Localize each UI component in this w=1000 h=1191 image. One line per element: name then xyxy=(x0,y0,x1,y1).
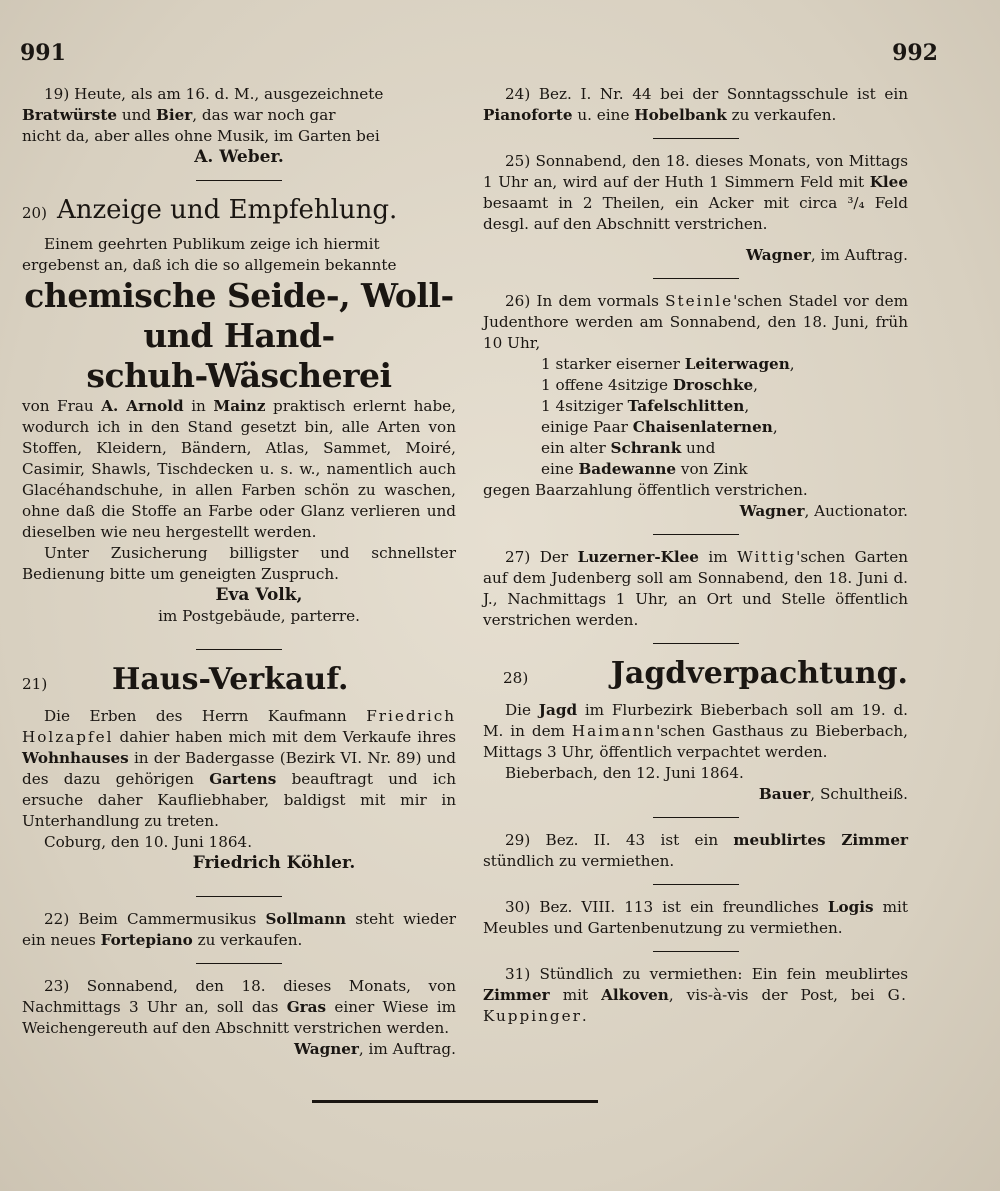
ad-24-hobelbank: Hobelbank xyxy=(634,106,727,124)
ad-26-item-text: , xyxy=(744,397,750,415)
ad-20-address-floor: parterre. xyxy=(290,607,360,625)
ad-26-item xyxy=(541,459,908,480)
ad-21-gartens: Gartens xyxy=(209,770,277,788)
ad-26-item-text: , xyxy=(753,376,758,394)
ad-26-items xyxy=(483,354,908,480)
ad-30-text: mit Meubles und Gartenbenutzung zu vermiethen. xyxy=(483,898,908,937)
ad-26-item-text: 1 4sitziger xyxy=(541,397,628,415)
ad-23-paragraph xyxy=(22,976,456,1039)
divider xyxy=(653,817,739,818)
page-number-right: 992 xyxy=(892,40,938,66)
ad-26 xyxy=(483,291,908,522)
ad-26-item-text: einige Paar xyxy=(541,418,633,436)
ad-27-text: 27) Der xyxy=(505,548,578,566)
ad-31-text: , vis-à-vis der Post, bei xyxy=(668,986,888,1004)
ad-21-signature: Friedrich Köhler. xyxy=(192,853,356,873)
ad-27-name: Wittig xyxy=(737,548,797,566)
ad-23-text: 23) Sonnabend, den 18. dieses Monats, von Nachmittags 3 Uhr an, soll das xyxy=(22,977,456,1016)
ad-20 xyxy=(22,193,456,627)
ad-26-item-name: Droschke xyxy=(672,376,754,394)
ad-24-text: zu verkaufen. xyxy=(726,106,837,124)
ad-26-text: 26) In dem vormals xyxy=(505,292,666,310)
ad-26-item-text: von Zink xyxy=(676,460,748,478)
ad-26-end: gegen Baarzahlung öffentlich verstrichen. xyxy=(483,481,808,499)
divider xyxy=(653,884,739,885)
divider xyxy=(653,278,739,279)
ad-28-signature-role: , Schultheiß. xyxy=(810,785,908,803)
ad-25-signature xyxy=(483,245,908,266)
ad-29-text: 29) Bez. II. 43 ist ein xyxy=(505,831,734,849)
ad-26-item-name: Leiterwagen xyxy=(684,355,790,373)
ad-19-bratwurst: Bratwürste xyxy=(22,106,118,124)
ad-23 xyxy=(22,976,456,1060)
ad-31 xyxy=(483,964,908,1027)
ad-25-signature-role: , im Auftrag. xyxy=(810,246,908,264)
ad-22-text: steht wieder ein neues xyxy=(22,910,456,949)
divider xyxy=(196,180,282,181)
ad-28-jagd: Jagd xyxy=(538,701,578,719)
ad-26-item-text: , xyxy=(772,418,778,436)
ad-23-signature-name: Wagner xyxy=(294,1040,359,1058)
ad-28-text: im Flurbezirk Bieberbach soll am 19. d. M. in dem xyxy=(483,701,908,740)
ad-26-item-name: Badewanne xyxy=(578,460,677,478)
divider xyxy=(653,951,739,952)
page-end-rule xyxy=(312,1100,598,1103)
ad-31-text: . xyxy=(581,1007,587,1025)
ad-20-paragraph-1 xyxy=(22,396,456,543)
ad-24-text: 24) Bez. I. Nr. 44 bei der Sonntagsschule ist ein xyxy=(505,85,908,103)
ad-28-date: Bieberbach, den 12. Juni 1864. xyxy=(505,764,744,782)
left-column xyxy=(22,84,456,1060)
ad-28 xyxy=(483,656,908,805)
right-column xyxy=(483,84,908,1027)
ad-20-signature-address xyxy=(22,606,456,627)
ad-21-name: Friedrich Holzapfel xyxy=(22,707,456,746)
ad-25-klee: Klee xyxy=(869,173,908,191)
ad-21-date: Coburg, den 10. Juni 1864. xyxy=(44,833,253,851)
ad-25-text: 25) Sonnabend, den 18. dieses Monats, von Mittags 1 Uhr an, wird auf der Huth 1 Simmern Feld mit xyxy=(483,152,908,191)
ad-23-signature-role: , im Auftrag. xyxy=(358,1040,456,1058)
ad-26-item-name: Chaisenlaternen xyxy=(632,418,773,436)
ad-24-pianoforte: Pianoforte xyxy=(483,106,573,124)
ad-23-gras: Gras xyxy=(286,998,327,1016)
ad-27-klee: Luzerner-Klee xyxy=(577,548,699,566)
ad-24-text: u. eine xyxy=(572,106,635,124)
ad-26-text: 'schen Stadel vor dem Judenthore werden am Sonnabend, den 18. Juni, früh 10 Uhr, xyxy=(483,292,908,352)
ad-21-number: 21) xyxy=(22,675,48,693)
divider xyxy=(653,138,739,139)
ad-28-text: Die xyxy=(505,701,539,719)
ad-22-text: 22) Beim Cammermusikus xyxy=(44,910,266,928)
ad-29-text: stündlich zu vermiethen. xyxy=(483,852,675,870)
ad-21-text: beauftragt und ich ersuche daher Kaufliebhaber, baldigst mit mir in Unterhandlung zu treten. xyxy=(22,770,456,830)
ad-21-title: Haus-Verkauf. xyxy=(112,662,349,697)
divider xyxy=(196,896,282,897)
divider xyxy=(653,534,739,535)
ad-22 xyxy=(22,909,456,951)
ad-26-name: Steinle xyxy=(665,292,734,310)
ad-25-signature-name: Wagner xyxy=(746,246,811,264)
ad-29 xyxy=(483,830,908,872)
ad-24-paragraph xyxy=(483,84,908,126)
ad-21-text: dahier haben mich mit dem Verkaufe ihres xyxy=(113,728,456,746)
ad-31-paragraph xyxy=(483,964,908,1027)
ad-20-text: von Frau xyxy=(22,397,102,415)
ad-22-paragraph xyxy=(22,909,456,951)
ad-20-name-arnold: A. Arnold xyxy=(101,397,184,415)
ad-25-text: besaamt in 2 Theilen, ein Acker mit circa ³/₄ Feld desgl. auf den Abschnitt verstrichen. xyxy=(483,194,908,233)
ad-28-number: 28) xyxy=(503,669,529,687)
ad-25-paragraph xyxy=(483,151,908,235)
ad-28-name: Haimann xyxy=(571,722,657,740)
ad-26-signature-name: Wagner xyxy=(739,502,805,520)
ad-26-item-name: Tafelschlitten xyxy=(627,397,745,415)
ad-28-signature-name: Bauer xyxy=(758,785,811,803)
ad-20-big-title-2: schuh-Wäscherei xyxy=(86,356,392,395)
ad-19-line-1: 19) Heute, als am 16. d. M., ausgezeichnete xyxy=(44,85,384,103)
ad-31-zimmer: Zimmer xyxy=(483,986,550,1004)
ad-24 xyxy=(483,84,908,126)
ad-22-name: Sollmann xyxy=(265,910,347,928)
ad-21-paragraph xyxy=(22,706,456,832)
ad-28-text: 'schen Gasthaus zu Bieberbach, Mittags 3 Uhr, öffentlich verpachtet werden. xyxy=(483,722,908,761)
ad-26-signature xyxy=(483,501,908,522)
ad-29-zimmer: meublirtes Zimmer xyxy=(733,831,908,849)
divider xyxy=(653,643,739,644)
ad-26-signature-role: , Auctionator. xyxy=(804,502,908,520)
ad-20-text: in xyxy=(183,397,214,415)
ad-31-text: 31) Stündlich zu vermiethen: Ein fein meublirtes xyxy=(505,965,908,983)
ad-27-text: 'schen Garten auf dem Judenberg soll am Sonnabend, den 18. Juni d. J., Nachmittags 1 Uhr, an Ort und Stelle öffentlich verstrichen werden. xyxy=(483,548,908,629)
ad-21-text: Die Erben des Herrn Kaufmann xyxy=(44,707,367,725)
ad-19-signature: A. Weber. xyxy=(194,147,284,167)
ad-19 xyxy=(22,84,456,168)
divider xyxy=(196,963,282,964)
ad-29-paragraph xyxy=(483,830,908,872)
ad-22-fortepiano: Fortepiano xyxy=(100,931,193,949)
ad-27-text: im xyxy=(698,548,738,566)
ad-19-line-2 xyxy=(22,105,456,126)
ad-20-line-2: ergebenst an, daß ich die so allgemein bekannte xyxy=(22,256,397,274)
ad-21-heading xyxy=(22,662,456,698)
ad-20-big-title-1: chemische Seide-, Woll- und Hand- xyxy=(24,276,454,355)
ad-19-text: und xyxy=(117,106,156,124)
ad-20-signature-name: Eva Volk, xyxy=(215,585,303,605)
ad-25 xyxy=(483,151,908,266)
ad-26-item xyxy=(541,354,908,375)
ad-26-item xyxy=(541,438,908,459)
ad-31-alkoven: Alkoven xyxy=(601,986,669,1004)
ad-28-heading xyxy=(483,656,908,692)
ad-23-text: einer Wiese im Weichengereuth auf den Abschnitt verstrichen werden. xyxy=(22,998,456,1037)
ad-20-place-mainz: Mainz xyxy=(213,397,266,415)
divider xyxy=(196,649,282,650)
ad-26-item-text: eine xyxy=(541,460,579,478)
ad-26-item-text: , xyxy=(789,355,795,373)
page-number-left: 991 xyxy=(20,40,66,66)
ad-26-paragraph xyxy=(483,291,908,354)
ad-26-item-text: 1 starker eiserner xyxy=(541,355,685,373)
ad-19-text: , das war noch gar xyxy=(192,106,336,124)
ad-27-paragraph xyxy=(483,547,908,631)
ad-26-item-text: 1 offene 4sitzige xyxy=(541,376,673,394)
ad-30-paragraph xyxy=(483,897,908,939)
ad-28-signature xyxy=(483,784,908,805)
ad-20-address: im Postgebäude, xyxy=(158,607,291,625)
ad-26-item xyxy=(541,396,908,417)
ad-26-item xyxy=(541,417,908,438)
ad-20-heading xyxy=(22,193,456,230)
ad-31-text: mit xyxy=(549,986,602,1004)
ad-30 xyxy=(483,897,908,939)
ad-20-title: Anzeige und Empfehlung. xyxy=(56,195,398,225)
ad-20-number: 20) xyxy=(22,204,47,222)
ad-19-bier: Bier xyxy=(156,106,193,124)
ad-26-item-name: Schrank xyxy=(610,439,682,457)
ad-31-name: G. Kuppinger xyxy=(483,986,908,1025)
ad-26-item-text: und xyxy=(681,439,716,457)
ad-26-item xyxy=(541,375,908,396)
ad-19-line-3: nicht da, aber alles ohne Musik, im Garten bei xyxy=(22,127,380,145)
ad-30-logis: Logis xyxy=(827,898,874,916)
ad-27 xyxy=(483,547,908,631)
ad-26-item-text: ein alter xyxy=(541,439,611,457)
ad-20-line-1: Einem geehrten Publikum zeige ich hiermit xyxy=(44,235,380,253)
ad-22-text: zu verkaufen. xyxy=(192,931,303,949)
ad-21-wohnhaus: Wohnhauses xyxy=(22,749,129,767)
ad-30-text: 30) Bez. VIII. 113 ist ein freundliches xyxy=(505,898,828,916)
ad-28-paragraph xyxy=(483,700,908,763)
ad-20-text: praktisch erlernt habe, wodurch ich in den Stand gesetzt bin, alle Arten von Stoffen, Kleidern, Bändern, Atlas, Sammet, Moiré, Casimir, Shawls, Tischdecken u. s. w., namentlich auch Glacéhandschuhe, in allen Farben schön zu waschen, ohne daß die Stoffe an Farbe oder Glanz verlieren und dieselben wie neu hergestellt werden. xyxy=(22,397,456,541)
ad-28-title: Jagdverpachtung. xyxy=(610,656,908,691)
ad-21 xyxy=(22,662,456,874)
ad-21-text: in der Badergasse (Bezirk VI. Nr. 89) und des dazu gehörigen xyxy=(22,749,456,788)
ad-20-paragraph-2: Unter Zusicherung billigster und schnellster Bedienung bitte um geneigten Zuspruch. xyxy=(22,544,456,583)
ad-23-signature xyxy=(22,1039,456,1060)
